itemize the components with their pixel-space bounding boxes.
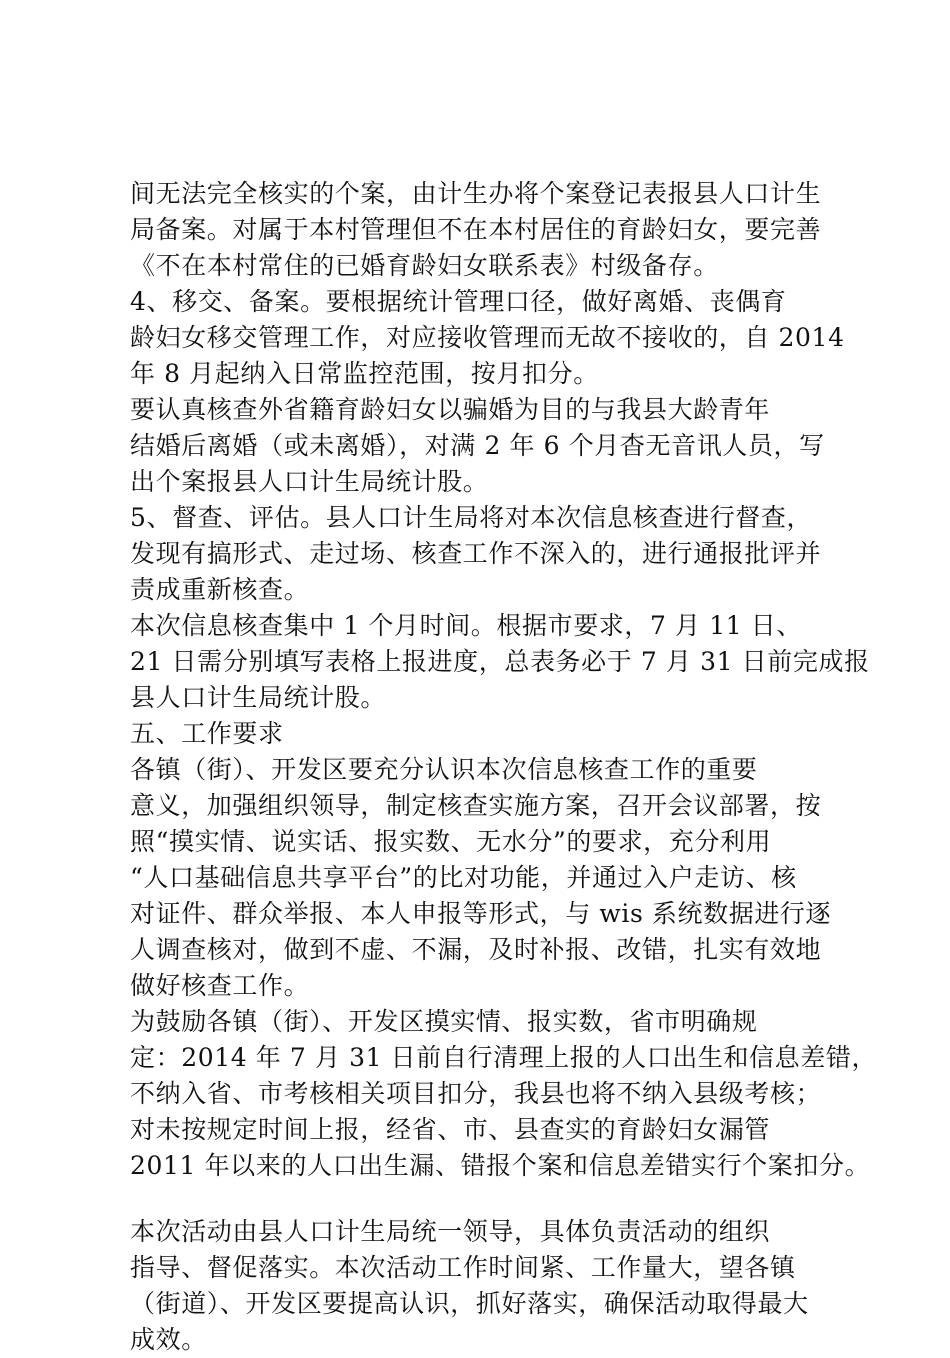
body-text-line: 对未按规定时间上报，经省、市、县查实的育龄妇女漏管	[130, 1115, 771, 1144]
body-text-line: 对证件、群众举报、本人申报等形式，与 wis 系统数据进行逐	[130, 899, 832, 928]
body-text-line: 本次活动由县人口计生局统一领导，具体负责活动的组织	[130, 1217, 771, 1246]
body-text-line: 结婚后离婚（或未离婚），对满 2 年 6 个月杳无音讯人员，写	[130, 431, 825, 460]
body-text-line: 要认真核查外省籍育龄妇女以骗婚为目的与我县大龄青年	[130, 395, 771, 424]
body-text-line: 定：2014 年 7 月 31 日前自行清理上报的人口出生和信息差错，	[130, 1043, 878, 1072]
body-text-line: 责成重新核查。	[130, 575, 310, 604]
body-text-line: 成效。	[130, 1325, 207, 1354]
body-text-line: 出个案报县人口计生局统计股。	[130, 467, 489, 496]
section-heading: 五、工作要求	[130, 719, 284, 748]
body-text-line: “人口基础信息共享平台”的比对功能，并通过入户走访、核	[130, 863, 797, 892]
body-text-line: 人调查核对，做到不虚、不漏，及时补报、改错，扎实有效地	[130, 935, 822, 964]
body-text-line: 本次信息核查集中 1 个月时间。根据市要求，7 月 11 日、	[130, 611, 802, 640]
body-text-line: 不纳入省、市考核相关项目扣分，我县也将不纳入县级考核；	[130, 1079, 822, 1108]
body-text-line: 为鼓励各镇（街）、开发区摸实情、报实数，省市明确规	[130, 1007, 758, 1036]
body-text-line: 意义，加强组织领导，制定核查实施方案，召开会议部署，按	[130, 791, 822, 820]
body-text-line: 发现有搞形式、走过场、核查工作不深入的，进行通报批评并	[130, 539, 822, 568]
body-text-line: 5、督查、评估。县人口计生局将对本次信息核查进行督查，	[130, 503, 813, 532]
body-text-line: 年 8 月起纳入日常监控范围，按月扣分。	[130, 359, 599, 388]
body-text-line: 局备案。对属于本村管理但不在本村居住的育龄妇女，要完善	[130, 215, 822, 244]
body-text-line: 指导、督促落实。本次活动工作时间紧、工作量大，望各镇	[130, 1253, 796, 1282]
body-text-line: 县人口计生局统计股。	[130, 683, 387, 712]
body-text-line: 照“摸实情、说实话、报实数、无水分”的要求，充分利用	[130, 827, 772, 856]
body-text-line: 间无法完全核实的个案，由计生办将个案登记表报县人口计生	[130, 179, 822, 208]
body-text-line: 21 日需分别填写表格上报进度，总表务必于 7 月 31 日前完成报	[130, 647, 870, 676]
body-text-line: 各镇（街）、开发区要充分认识本次信息核查工作的重要	[130, 755, 758, 784]
body-text-line: 2011 年以来的人口出生漏、错报个案和信息差错实行个案扣分。	[130, 1151, 871, 1180]
body-text-line: 4、移交、备案。要根据统计管理口径，做好离婚、丧偶育	[130, 287, 787, 316]
body-text-line: 做好核查工作。	[130, 971, 310, 1000]
body-text-line: 龄妇女移交管理工作，对应接收管理而无故不接收的，自 2014	[130, 323, 845, 352]
body-text-line: （街道）、开发区要提高认识，抓好落实，确保活动取得最大	[130, 1289, 809, 1318]
body-text-line: 《不在本村常住的已婚育龄妇女联系表》村级备存。	[130, 251, 719, 280]
